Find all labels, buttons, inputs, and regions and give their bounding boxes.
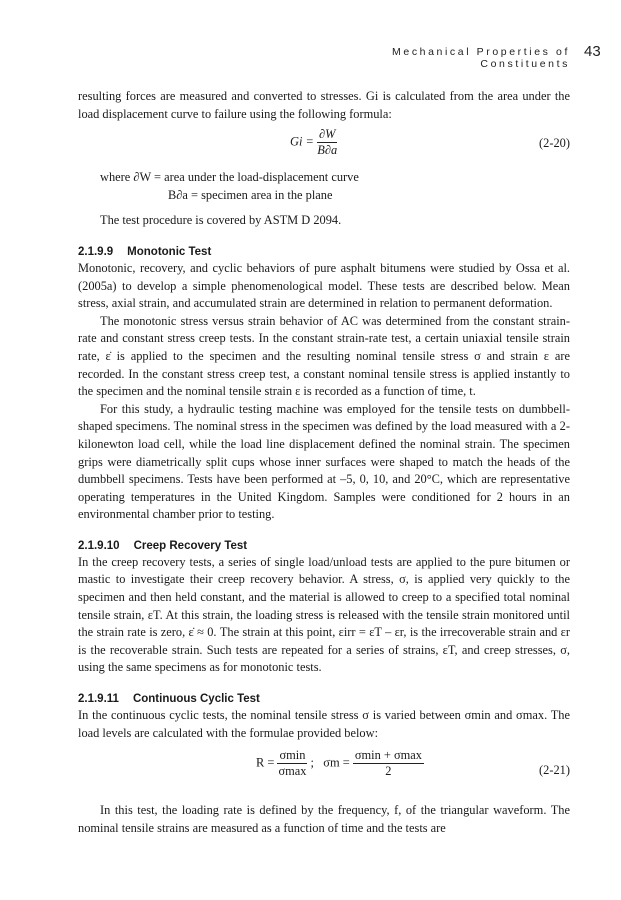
equation-numerator: σmin	[279, 748, 306, 763]
intro-paragraph: resulting forces are measured and converted to stresses. Gi is calculated from the area under the load displacement curve to failure using the following formula:	[78, 89, 570, 121]
paragraph: For this study, a hydraulic testing machine was employed for the tensile tests on dumbbell-shaped specimens. The nominal stress in the specimen was defined by the load measured with a 2-kilonewton load cell, while the load line displacement defined the nominal strain. The specimen grips were diametrically split cups whose inner surfaces were shaped to match the heads of the dumbbell specimens. Tests have been performed at –5, 0, 10, and 20°C, which are representative operating temperatures in the United Kingdom. Samples were conditioned for 2 hours in an environmental chamber prior to testing.	[78, 401, 570, 522]
equation-denominator: σmax	[278, 764, 307, 779]
where-line-2: B∂a = specimen area in the plane	[168, 187, 333, 202]
equation-fraction	[317, 127, 337, 158]
equation-number: (2-20)	[539, 136, 570, 151]
where-line-1: where ∂W = area under the load-displacement curve	[100, 170, 359, 185]
equation-lhs: Gi =	[290, 134, 314, 149]
page-body	[78, 88, 570, 837]
section-heading	[78, 691, 570, 707]
section-heading	[78, 244, 570, 260]
section-number: 2.1.9.11	[78, 693, 119, 706]
procedure-note: The test procedure is covered by ASTM D 2094.	[100, 213, 342, 228]
paragraph: In the creep recovery tests, a series of single load/unload tests are applied to the pure bitumen or mastic to investigate their creep recovery behavior. A stress, σ, is applied very quickly to the specimen and then held constant, and the material is allowed to creep to a specified total nominal tensile strain, εT. At this strain, the loading stress is released with the tensile strain monitored until the strain rate is zero, ε̇ ≈ 0. The strain at this point, εirr = εT – εr, is the irrecoverable strain and εr is the recoverable strain. Such tests are repeated for a series of strains, εT, and creep stresses, σ, using the same specimens as for monotonic tests.	[78, 554, 570, 675]
equation-denominator: B∂a	[317, 143, 338, 158]
equation-separator: ;	[310, 755, 314, 770]
paragraph: Monotonic, recovery, and cyclic behaviors of pure asphalt bitumens were studied by Ossa et al. (2005a) to develop a simple phenomenological model. These tests are described below. Mean stress, axial strain, and accumulated strain are determined in relation to permanent deformation.	[78, 260, 570, 311]
section-heading	[78, 538, 570, 554]
paragraph: In this test, the loading rate is defined by the frequency, f, of the triangular waveform. The nominal tensile strains are measured as a function of time and the tests are	[78, 803, 570, 835]
section-title: Creep Recovery Test	[133, 539, 248, 552]
running-head: Mechanical Properties of Constituents	[392, 46, 570, 70]
section-number: 2.1.9.9	[78, 245, 114, 258]
equation-lhs: σm =	[323, 755, 350, 770]
equation-2-20	[78, 123, 570, 163]
page-number: 43	[584, 43, 601, 60]
paragraph: The monotonic stress versus strain behavior of AC was determined from the constant strain-rate and constant stress creep tests. In the constant strain-rate test, a certain uniaxial tensile strain rate, ε̇ is applied to the specimen and the resulting nominal tensile stress σ and strain ε are recorded. In the constant stress creep test, a constant nominal tensile stress is applied instantly to the specimen and the nominal tensile strain ε is recorded as a function of time, t.	[78, 313, 570, 399]
section-number: 2.1.9.10	[78, 539, 120, 552]
equation-numerator: σmin + σmax	[354, 748, 422, 763]
equation-number: (2-21)	[539, 763, 570, 778]
section-title: Continuous Cyclic Test	[132, 693, 260, 706]
equation-lhs: R =	[256, 755, 275, 770]
equation-fraction	[353, 748, 424, 779]
equation-2-21	[78, 748, 570, 794]
paragraph: In the continuous cyclic tests, the nominal tensile stress σ is varied between σmin and σmax. The load levels are calculated with the formulae provided below:	[78, 708, 570, 740]
equation-numerator: ∂W	[318, 127, 336, 142]
equation-fraction	[277, 748, 307, 779]
equation-denominator: 2	[385, 764, 392, 779]
section-title: Monotonic Test	[127, 245, 212, 258]
